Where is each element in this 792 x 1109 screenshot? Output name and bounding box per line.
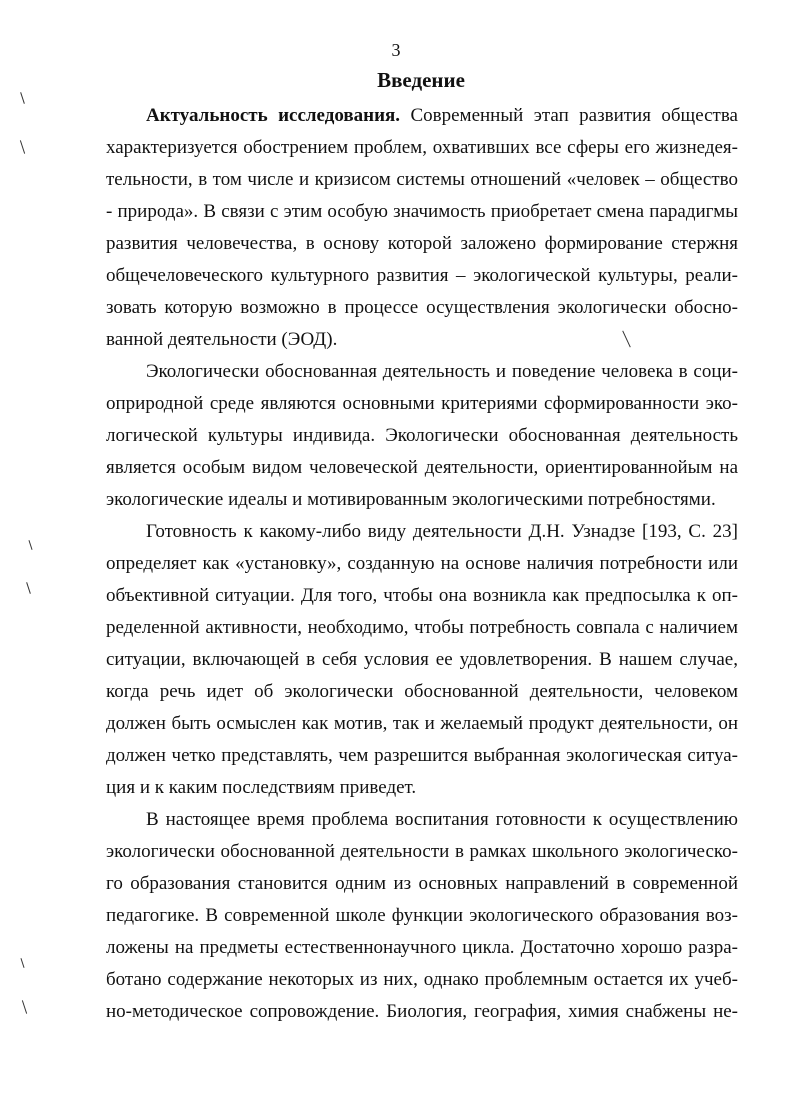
text-line: когда речь идет об экологически обоснованной деятельности, человеком — [106, 681, 738, 702]
page-number: 3 — [391, 40, 401, 60]
text-line: тельности, в том числе и кризисом системы отношений «человек – общество — [106, 169, 738, 190]
text-line: педагогике. В современной школе функции экологического образования воз- — [106, 905, 738, 926]
paragraph-4 — [106, 804, 738, 1028]
paragraph-1 — [106, 100, 738, 356]
text-line: экологически обоснованной деятельности в рамках школьного экологическо- — [106, 841, 738, 862]
scan-mark — [20, 140, 25, 154]
text-line: ванной деятельности (ЭОД). — [106, 329, 338, 350]
scan-mark — [20, 958, 24, 968]
text-line: ситуации, включающей в себя условия ее удовлетворения. В нашем случае, — [106, 649, 738, 670]
body-text — [106, 100, 738, 1028]
scan-mark — [22, 1000, 27, 1014]
text-line: оприродной среде являются основными критериями сформированности эко- — [106, 393, 738, 414]
paragraph-2 — [106, 356, 738, 516]
text-line: ложены на предметы естественнонаучного цикла. Достаточно хорошо разра- — [106, 937, 738, 958]
text-line: логической культуры индивида. Экологически обоснованная деятельность — [106, 425, 738, 446]
paragraph-lead: Актуальность исследования. — [146, 105, 401, 126]
text-line: Экологически обоснованная деятельность и поведение человека в соци- — [146, 361, 738, 382]
text-line: определяет как «установку», созданную на основе наличия потребности или — [106, 553, 738, 574]
text-line: должен быть осмыслен как мотив, так и желаемый продукт деятельности, он — [106, 713, 738, 734]
text-line: ределенной активности, необходимо, чтобы потребность совпала с наличием — [106, 617, 738, 638]
text-line — [106, 100, 738, 132]
scan-mark — [26, 582, 31, 594]
scan-mark — [28, 540, 32, 550]
scan-mark — [20, 92, 25, 104]
text-line: объективной ситуации. Для того, чтобы она возникла как предпосылка к оп- — [106, 585, 738, 606]
text-line: В настоящее время проблема воспитания готовности к осуществлению — [146, 809, 738, 830]
text-line: должен четко представлять, чем разрешится выбранная экологическая ситуа- — [106, 745, 738, 766]
paragraph-3 — [106, 516, 738, 804]
text-line: общечеловеческого культурного развития – экологической культуры, реали- — [106, 265, 738, 286]
text-line: развития человечества, в основу которой заложено формирование стержня — [106, 233, 738, 254]
text-line: го образования становится одним из основных направлений в современной — [106, 873, 738, 894]
text-line: Готовность к какому-либо виду деятельности Д.Н. Узнадзе [193, С. 23] — [146, 521, 738, 542]
text-line: ботано содержание некоторых из них, однако проблемным остается их учеб- — [106, 969, 738, 990]
text-line: но-методическое сопровождение. Биология, география, химия снабжены не- — [106, 1001, 738, 1022]
text-line: зовать которую возможно в процессе осуществления экологически обосно- — [106, 297, 738, 318]
page-title: Введение — [377, 68, 465, 92]
text-line: ция и к каким последствиям приведет. — [106, 777, 417, 798]
line-text: Современный этап развития общества — [400, 105, 738, 126]
text-line: является особым видом человеческой деятельности, ориентированнойым на — [106, 457, 738, 478]
text-line: экологические идеалы и мотивированным экологическими потребностями. — [106, 489, 716, 510]
text-line: характеризуется обострением проблем, охвативших все сферы его жизнедея- — [106, 137, 738, 158]
text-line: - природа». В связи с этим особую значимость приобретает смена парадигмы — [106, 201, 738, 222]
